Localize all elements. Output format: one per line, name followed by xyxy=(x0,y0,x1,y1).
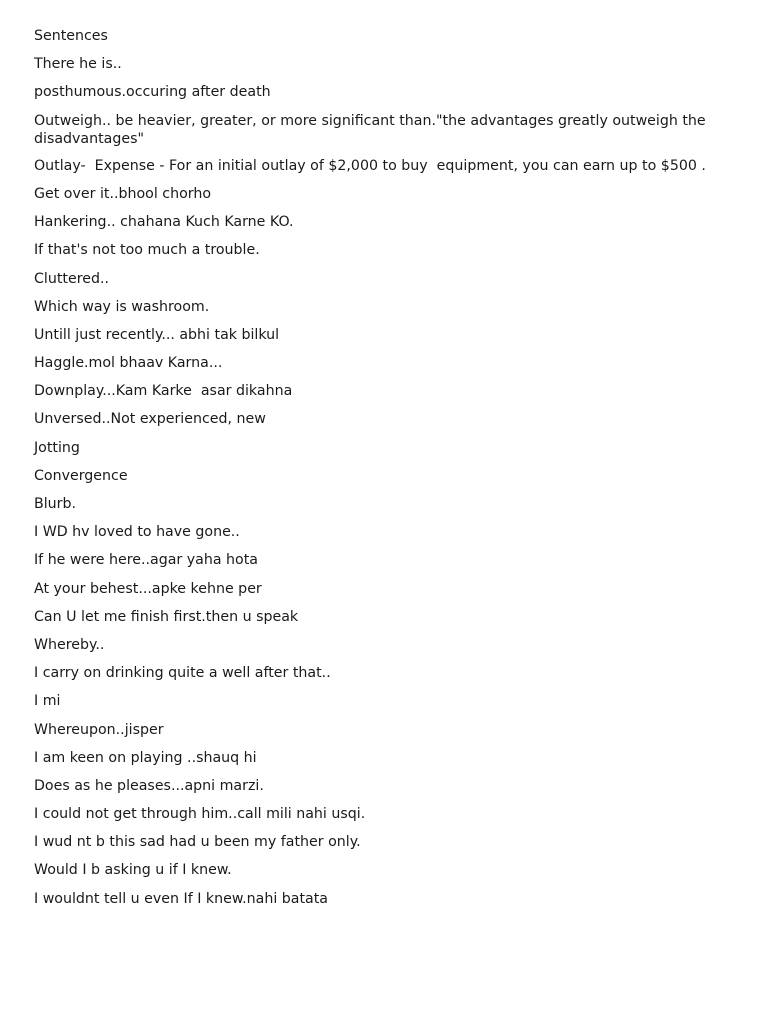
sentence-line: If that's not too much a trouble. xyxy=(34,242,260,259)
sentence-line: Outlay- Expense - For an initial outlay of $2,000 to buy equipment, you can earn up to $500 . xyxy=(34,157,706,174)
sentence-line: Whereby.. xyxy=(34,636,105,653)
sentence-line: Outweigh.. be heavier, greater, or more significant than."the advantages greatly outweigh the disadvantages" xyxy=(34,112,711,147)
sentence-line: Convergence xyxy=(34,467,128,484)
sentence-line: I wud nt b this sad had u been my father only. xyxy=(34,834,361,851)
sentence-line: posthumous.occuring after death xyxy=(34,84,271,101)
sentence-line: I mi xyxy=(34,693,61,710)
document-title: Sentences xyxy=(34,28,108,44)
sentence-line: Downplay...Kam Karke asar dikahna xyxy=(34,383,293,400)
sentence-line: I am keen on playing ..shauq hi xyxy=(34,749,257,766)
sentence-line: I could not get through him..call mili nahi usqi. xyxy=(34,806,366,823)
sentence-line: Whereupon..jisper xyxy=(34,721,164,738)
sentence-line: Untill just recently... abhi tak bilkul xyxy=(34,326,280,343)
sentence-line: Would I b asking u if I knew. xyxy=(34,862,232,879)
sentence-line: Haggle.mol bhaav Karna... xyxy=(34,355,223,372)
sentence-line: Unversed..Not experienced, new xyxy=(34,411,266,428)
sentence-line: If he were here..agar yaha hota xyxy=(34,552,258,569)
document-body xyxy=(34,27,734,918)
sentence-line: There he is.. xyxy=(34,56,122,73)
sentence-line: I wouldnt tell u even If I knew.nahi batata xyxy=(34,890,328,907)
sentence-line: At your behest...apke kehne per xyxy=(34,580,262,597)
sentence-line: Jotting xyxy=(34,439,80,456)
sentence-line: Blurb. xyxy=(34,496,77,512)
sentence-line: Which way is washroom. xyxy=(34,298,210,315)
sentence-line: I carry on drinking quite a well after that.. xyxy=(34,665,331,682)
sentence-line: Can U let me finish first.then u speak xyxy=(34,608,299,625)
sentence-line: Hankering.. chahana Kuch Karne KO. xyxy=(34,214,294,231)
sentence-line: Get over it..bhool chorho xyxy=(34,185,212,202)
sentence-line: Cluttered.. xyxy=(34,270,109,287)
sentence-line: Does as he pleases...apni marzi. xyxy=(34,777,264,794)
sentence-line: I WD hv loved to have gone.. xyxy=(34,524,240,541)
